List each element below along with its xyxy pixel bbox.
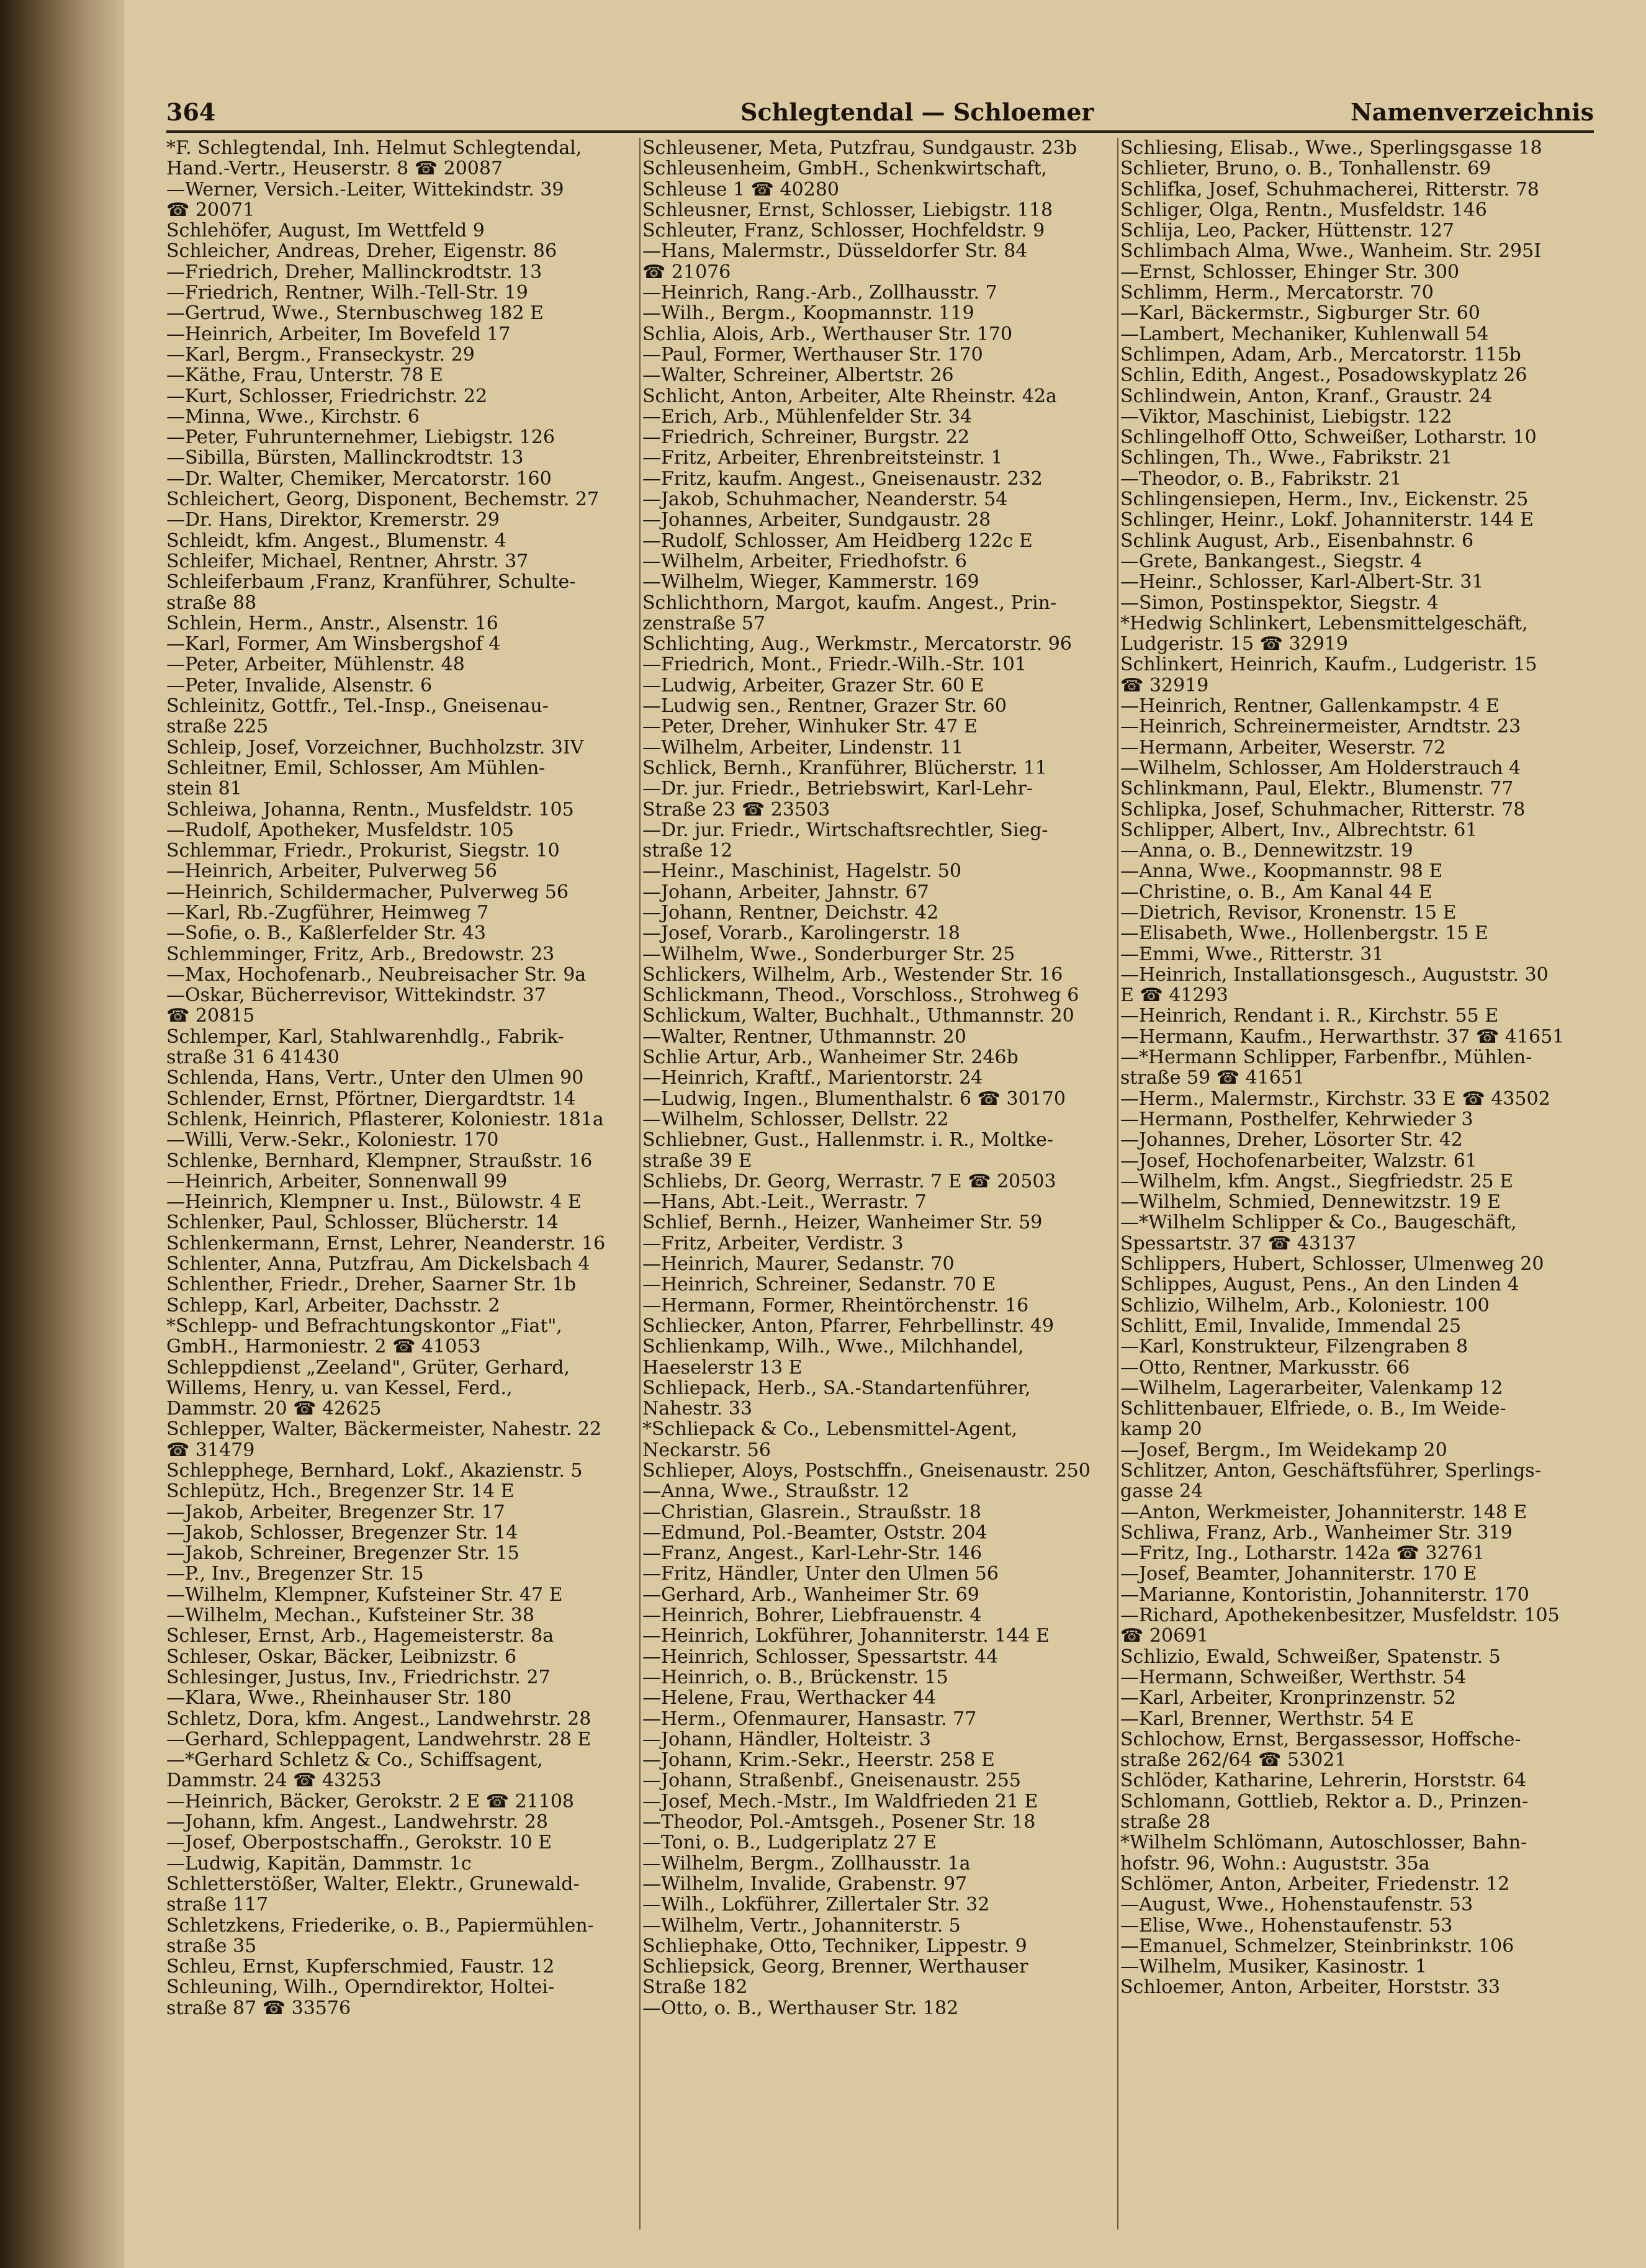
directory-entry-line: —Fritz, Ing., Lotharstr. 142a ☎ 32761 (1120, 1543, 1485, 1564)
running-head: Schlegtendal — Schloemer (740, 98, 1094, 126)
directory-entry-line: Schliesing, Elisab., Wwe., Sperlingsgasse 18 (1120, 138, 1542, 159)
directory-entry-line: Straße 182 (642, 1977, 748, 1998)
directory-entry-line: —Wilhelm, Lagerarbeiter, Valenkamp 12 (1120, 1377, 1503, 1399)
directory-entry-line: —*Wilhelm Schlipper & Co., Baugeschäft, (1120, 1212, 1517, 1233)
directory-entry-line: —Oskar, Bücherrevisor, Wittekindstr. 37 (166, 985, 546, 1006)
directory-entry-line: Schlitzer, Anton, Geschäftsführer, Sperlings- (1120, 1460, 1541, 1482)
directory-entry-line: —Wilhelm, Musiker, Kasinostr. 1 (1120, 1956, 1428, 1978)
directory-entry-line: ☎ 32919 (1120, 675, 1209, 696)
directory-entry-line: —Rudolf, Schlosser, Am Heidberg 122c E (642, 530, 1033, 551)
directory-entry-line: straße 28 (1120, 1812, 1211, 1833)
directory-entry-line: —Fritz, kaufm. Angest., Gneisenaustr. 232 (642, 468, 1043, 490)
directory-entry-line: —August, Wwe., Hohenstaufenstr. 53 (1120, 1894, 1473, 1915)
directory-entry-line: Schlingensiepen, Herm., Inv., Eickenstr. 25 (1120, 489, 1529, 510)
directory-entry-line: —Josef, Oberpostschaffn., Gerokstr. 10 E (166, 1832, 552, 1853)
directory-entry-line: straße 31 6 41430 (166, 1047, 340, 1068)
directory-entry-line: —Heinrich, Installationsgesch., Auguststr. 30 (1120, 964, 1549, 986)
directory-entry-line: —Gerhard, Arb., Wanheimer Str. 69 (642, 1584, 979, 1606)
directory-entry-line: —Walter, Rentner, Uthmannstr. 20 (642, 1026, 966, 1048)
directory-entry-line: Schlittenbauer, Elfriede, o. B., Im Weide- (1120, 1398, 1506, 1420)
directory-entry-line: —Wilhelm, Schlosser, Dellstr. 22 (642, 1109, 949, 1130)
directory-entry-line: straße 12 (642, 840, 733, 862)
directory-entry-line: Schlenke, Bernhard, Klempner, Straußstr. 16 (166, 1150, 593, 1171)
directory-entry-line: —Jakob, Arbeiter, Bregenzer Str. 17 (166, 1501, 505, 1523)
directory-entry-line: —Toni, o. B., Ludgeriplatz 27 E (642, 1832, 937, 1853)
directory-entry-line: Schlenther, Friedr., Dreher, Saarner Str. 1b (166, 1274, 576, 1295)
directory-entry-line: —Edmund, Pol.-Beamter, Oststr. 204 (642, 1522, 987, 1544)
directory-entry-line: —Wilhelm, Bergm., Zollhausstr. 1a (642, 1853, 971, 1874)
directory-entry-line: —Peter, Dreher, Winhuker Str. 47 E (642, 716, 978, 737)
directory-entry-line: Schlia, Alois, Arb., Werthauser Str. 170 (642, 323, 1013, 344)
directory-entry-line: Schlieter, Bruno, o. B., Tonhallenstr. 69 (1120, 158, 1491, 179)
directory-entry-line: Schleusener, Meta, Putzfrau, Sundgaustr. 23b (642, 138, 1077, 159)
directory-entry-line: Schlinkert, Heinrich, Kaufm., Ludgeristr. 15 (1120, 654, 1537, 675)
directory-entry-line: straße 262/64 ☎ 53021 (1120, 1750, 1347, 1771)
directory-entry-line: —Richard, Apothekenbesitzer, Musfeldstr. 105 (1120, 1605, 1560, 1626)
directory-entry-line: straße 35 (166, 1935, 257, 1957)
directory-entry-line: Ludgeristr. 15 ☎ 32919 (1120, 634, 1348, 655)
directory-entry-line: Schlemper, Karl, Stahlwarenhdlg., Fabrik- (166, 1026, 564, 1048)
directory-entry-line: Schlitt, Emil, Invalide, Immendal 25 (1120, 1315, 1462, 1337)
column-divider (639, 138, 641, 2230)
header-rule (166, 130, 1594, 133)
directory-entry-line: Schliebs, Dr. Georg, Werrastr. 7 E ☎ 20503 (642, 1171, 1056, 1192)
directory-entry-line: Schlinkmann, Paul, Elektr., Blumenstr. 77 (1120, 778, 1514, 799)
directory-entry-line: —Wilhelm, Vertr., Johanniterstr. 5 (642, 1915, 961, 1936)
directory-entry-line: —Lambert, Mechaniker, Kuhlenwall 54 (1120, 323, 1489, 344)
book-spine (0, 0, 124, 2268)
directory-entry-line: —Karl, Bäckermstr., Sigburger Str. 60 (1120, 303, 1480, 324)
directory-entry-line: Schleifer, Michael, Rentner, Ahrstr. 37 (166, 551, 529, 572)
directory-entry-line: —Karl, Arbeiter, Kronprinzenstr. 52 (1120, 1688, 1457, 1709)
directory-entry-line: —Otto, Rentner, Markusstr. 66 (1120, 1357, 1410, 1378)
directory-entry-line: —Heinrich, Kraftf., Marientorstr. 24 (642, 1068, 983, 1089)
directory-entry-line: Schlichting, Aug., Werkmstr., Mercatorstr. 96 (642, 634, 1072, 655)
directory-entry-line: Schleicher, Andreas, Dreher, Eigenstr. 86 (166, 241, 557, 262)
directory-entry-line: Schleuter, Franz, Schlosser, Hochfeldstr. 9 (642, 220, 1045, 241)
directory-entry-line: —Friedrich, Dreher, Mallinckrodtstr. 13 (166, 261, 542, 283)
directory-entry-line: —Wilhelm, Schmied, Dennewitzstr. 19 E (1120, 1192, 1501, 1213)
directory-entry-line: —Heinrich, Schlosser, Spessartstr. 44 (642, 1646, 999, 1667)
directory-entry-line: hofstr. 96, Wohn.: Auguststr. 35a (1120, 1853, 1430, 1874)
directory-entry-line: —*Hermann Schlipper, Farbenfbr., Mühlen- (1120, 1047, 1532, 1068)
directory-entry-line: —Dr. Walter, Chemiker, Mercatorstr. 160 (166, 468, 552, 490)
directory-entry-line: —Friedrich, Rentner, Wilh.-Tell-Str. 19 (166, 282, 528, 304)
directory-entry-line: Schleuse 1 ☎ 40280 (642, 179, 839, 200)
directory-entry-line: —Werner, Versich.-Leiter, Wittekindstr. 39 (166, 179, 564, 200)
directory-entry-line: —Gerhard, Schleppagent, Landwehrstr. 28 E (166, 1729, 591, 1750)
directory-entry-line: Schlieper, Aloys, Postschffn., Gneisenaustr. 250 (642, 1460, 1091, 1482)
directory-entry-line: Schleiwa, Johanna, Rentn., Musfeldstr. 105 (166, 799, 574, 820)
directory-entry-line: Schliepack, Herb., SA.-Standartenführer, (642, 1377, 1031, 1399)
directory-entry-line: —Johann, Arbeiter, Jahnstr. 67 (642, 881, 929, 902)
directory-entry-line: —Ludwig sen., Rentner, Grazer Str. 60 (642, 696, 1007, 717)
directory-entry-line: Schlinger, Heinr., Lokf. Johanniterstr. 144 E (1120, 510, 1534, 531)
directory-entry-line: —Peter, Invalide, Alsenstr. 6 (166, 675, 433, 696)
directory-entry-line: —Sofie, o. B., Kaßlerfelder Str. 43 (166, 923, 486, 944)
directory-entry-line: —Christine, o. B., Am Kanal 44 E (1120, 881, 1432, 902)
directory-entry-line: Schlingelhoff Otto, Schweißer, Lotharstr. 10 (1120, 427, 1537, 448)
directory-entry-line: —Johann, Rentner, Deichstr. 42 (642, 902, 939, 924)
directory-entry-line: —Theodor, Pol.-Amtsgeh., Posener Str. 18 (642, 1812, 1036, 1833)
directory-entry-line: Schlija, Leo, Packer, Hüttenstr. 127 (1120, 220, 1455, 241)
directory-entry-line: Schleppdienst „Zeeland", Grüter, Gerhard, (166, 1357, 570, 1378)
directory-entry-line: —Karl, Bergm., Franseckystr. 29 (166, 344, 475, 366)
directory-entry-line: —Heinrich, Rentner, Gallenkampstr. 4 E (1120, 696, 1500, 717)
directory-entry-line: —Hans, Malermstr., Düsseldorfer Str. 84 (642, 241, 1028, 262)
directory-entry-line: Spessartstr. 37 ☎ 43137 (1120, 1233, 1357, 1254)
directory-entry-line: —Wilhelm, Wieger, Kammerstr. 169 (642, 572, 979, 593)
directory-entry-line: Neckarstr. 56 (642, 1439, 771, 1460)
directory-entry-line: Schlepütz, Hch., Bregenzer Str. 14 E (166, 1481, 515, 1502)
page-number: 364 (166, 98, 216, 126)
directory-entry-line: —*Gerhard Schletz & Co., Schiffsagent, (166, 1750, 543, 1771)
directory-entry-line: —Karl, Former, Am Winsbergshof 4 (166, 634, 501, 655)
directory-entry-line: *F. Schlegtendal, Inh. Helmut Schlegtendal, (166, 138, 582, 159)
directory-entry-line: —Heinr., Maschinist, Hagelstr. 50 (642, 861, 961, 882)
directory-entry-line: —Johann, Händler, Holteistr. 3 (642, 1729, 931, 1750)
directory-entry-line: —Heinrich, Lokführer, Johanniterstr. 144 E (642, 1626, 1050, 1647)
directory-entry-line: Schleitner, Emil, Schlosser, Am Mühlen- (166, 757, 546, 779)
directory-entry-line: —Heinrich, Rendant i. R., Kirchstr. 55 E (1120, 1006, 1499, 1027)
directory-entry-line: Schlie Artur, Arb., Wanheimer Str. 246b (642, 1047, 1019, 1068)
directory-entry-line: —Simon, Postinspektor, Siegstr. 4 (1120, 592, 1439, 613)
directory-entry-line: straße 225 (166, 716, 269, 737)
directory-entry-line: ☎ 21076 (642, 261, 731, 283)
directory-entry-line: straße 59 ☎ 41651 (1120, 1068, 1305, 1089)
directory-entry-line: —Wilhelm, Invalide, Grabenstr. 97 (642, 1873, 968, 1895)
directory-entry-line: —Gertrud, Wwe., Sternbuschweg 182 E (166, 303, 544, 324)
directory-entry-line: —Heinr., Schlosser, Karl-Albert-Str. 31 (1120, 572, 1484, 593)
directory-entry-line: Schlepp, Karl, Arbeiter, Dachsstr. 2 (166, 1295, 500, 1316)
directory-entry-line: Schlipka, Josef, Schuhmacher, Ritterstr. 78 (1120, 799, 1526, 820)
directory-entry-line: Schliephake, Otto, Techniker, Lippestr. 9 (642, 1935, 1027, 1957)
directory-entry-line: Schlizio, Wilhelm, Arb., Koloniestr. 100 (1120, 1295, 1490, 1316)
directory-entry-line: Schleip, Josef, Vorzeichner, Buchholzstr. 3IV (166, 737, 584, 758)
directory-entry-line: —Josef, Beamter, Johanniterstr. 170 E (1120, 1564, 1477, 1585)
directory-entry-line: Schleuning, Wilh., Operndirektor, Holtei- (166, 1977, 555, 1998)
directory-entry-line: *Wilhelm Schlömann, Autoschlosser, Bahn- (1120, 1832, 1527, 1853)
directory-entry-line: —Wilh., Lokführer, Zillertaler Str. 32 (642, 1894, 990, 1915)
directory-entry-line: Schleichert, Georg, Disponent, Bechemstr. 27 (166, 489, 600, 510)
directory-entry-line: —Helene, Frau, Werthacker 44 (642, 1688, 937, 1709)
directory-entry-line: —Hans, Abt.-Leit., Werrastr. 7 (642, 1192, 927, 1213)
directory-entry-line: —Walter, Schreiner, Albertstr. 26 (642, 365, 954, 386)
directory-entry-line: Schliebner, Gust., Hallenmstr. i. R., Moltke- (642, 1130, 1054, 1151)
directory-entry-line: Haeselerstr 13 E (642, 1357, 803, 1378)
directory-entry-line: —Heinrich, Rang.-Arb., Zollhausstr. 7 (642, 282, 997, 304)
directory-entry-line: Schlenk, Heinrich, Pflasterer, Koloniestr. 181a (166, 1109, 604, 1130)
directory-entry-line: —Hermann, Schweißer, Werthstr. 54 (1120, 1667, 1467, 1688)
directory-entry-line: —Johannes, Dreher, Lösorter Str. 42 (1120, 1130, 1463, 1151)
directory-entry-line: —Heinrich, Klempner u. Inst., Bülowstr. 4 E (166, 1192, 582, 1213)
directory-entry-line: —Karl, Brenner, Werthstr. 54 E (1120, 1708, 1414, 1729)
directory-entry-line: Schlick, Bernh., Kranführer, Blücherstr. 11 (642, 757, 1048, 779)
directory-entry-line: —Hermann, Former, Rheintörchenstr. 16 (642, 1295, 1029, 1316)
directory-entry-line: —Heinrich, Bohrer, Liebfrauenstr. 4 (642, 1605, 982, 1626)
directory-entry-line: —Wilh., Bergm., Koopmannstr. 119 (642, 303, 974, 324)
directory-entry-line: —Jakob, Schreiner, Bregenzer Str. 15 (166, 1543, 519, 1564)
directory-entry-line: *Hedwig Schlinkert, Lebensmittelgeschäft, (1120, 613, 1528, 634)
directory-entry-line: Dammstr. 24 ☎ 43253 (166, 1770, 382, 1791)
directory-entry-line: —Elise, Wwe., Hohenstaufenstr. 53 (1120, 1915, 1453, 1936)
directory-entry-line: Schlehöfer, August, Im Wettfeld 9 (166, 220, 485, 241)
directory-entry-line: —Kurt, Schlosser, Friedrichstr. 22 (166, 385, 488, 407)
directory-entry-line: —Jakob, Schuhmacher, Neanderstr. 54 (642, 489, 1008, 510)
directory-entry-line: —Dr. Hans, Direktor, Kremerstr. 29 (166, 510, 500, 531)
directory-entry-line: Schlöder, Katharine, Lehrerin, Horststr. 64 (1120, 1770, 1527, 1791)
directory-entry-line: —Dietrich, Revisor, Kronenstr. 15 E (1120, 902, 1457, 924)
directory-entry-line: Schlink August, Arb., Eisenbahnstr. 6 (1120, 530, 1474, 551)
directory-entry-line: ☎ 20691 (1120, 1626, 1209, 1647)
directory-entry-line: —Karl, Rb.-Zugführer, Heimweg 7 (166, 902, 489, 924)
directory-entry-line: —Christian, Glasrein., Straußstr. 18 (642, 1501, 981, 1523)
directory-entry-line: —Ludwig, Arbeiter, Grazer Str. 60 E (642, 675, 984, 696)
directory-entry-line: Schlipper, Albert, Inv., Albrechtstr. 61 (1120, 819, 1478, 841)
directory-entry-line: Schlenter, Anna, Putzfrau, Am Dickelsbach 4 (166, 1254, 590, 1275)
directory-entry-line: —Fritz, Arbeiter, Verdistr. 3 (642, 1233, 904, 1254)
directory-entry-line: —Johann, kfm. Angest., Landwehrstr. 28 (166, 1812, 548, 1833)
directory-entry-line: Schlizio, Ewald, Schweißer, Spatenstr. 5 (1120, 1646, 1501, 1667)
directory-entry-line: —Peter, Arbeiter, Mühlenstr. 48 (166, 654, 465, 675)
directory-entry-line: —Rudolf, Apotheker, Musfeldstr. 105 (166, 819, 514, 841)
directory-entry-line: —Elisabeth, Wwe., Hollenbergstr. 15 E (1120, 923, 1488, 944)
directory-entry-line: —Ludwig, Ingen., Blumenthalstr. 6 ☎ 30170 (642, 1088, 1066, 1109)
directory-entry-line: —Josef, Hochofenarbeiter, Walzstr. 61 (1120, 1150, 1477, 1171)
directory-entry-line: —Heinrich, Schildermacher, Pulverweg 56 (166, 881, 569, 902)
directory-entry-line: Schlippes, August, Pens., An den Linden 4 (1120, 1274, 1519, 1295)
directory-entry-line: —Heinrich, Arbeiter, Sonnenwall 99 (166, 1171, 508, 1192)
directory-entry-line: ☎ 20071 (166, 199, 255, 221)
directory-entry-line: Schlief, Bernh., Heizer, Wanheimer Str. 59 (642, 1212, 1043, 1233)
directory-entry-line: —Viktor, Maschinist, Liebigstr. 122 (1120, 406, 1452, 428)
directory-entry-line: Schloemer, Anton, Arbeiter, Horststr. 33 (1120, 1977, 1501, 1998)
directory-entry-line: Schlepphege, Bernhard, Lokf., Akazienstr. 5 (166, 1460, 583, 1482)
directory-entry-line: —Ernst, Schlosser, Ehinger Str. 300 (1120, 261, 1460, 283)
directory-entry-line: E ☎ 41293 (1120, 985, 1228, 1006)
directory-entry-line: Willems, Henry, u. van Kessel, Ferd., (166, 1377, 513, 1399)
directory-entry-line: Schlichthorn, Margot, kaufm. Angest., Prin- (642, 592, 1057, 613)
directory-entry-line: —Fritz, Arbeiter, Ehrenbreitsteinstr. 1 (642, 448, 1003, 469)
directory-entry-line: —Peter, Fuhrunternehmer, Liebigstr. 126 (166, 427, 555, 448)
directory-entry-line: GmbH., Harmoniestr. 2 ☎ 41053 (166, 1336, 481, 1357)
directory-entry-line: Schlindwein, Anton, Kranf., Graustr. 24 (1120, 385, 1493, 407)
directory-entry-line: Schlein, Herm., Anstr., Alsenstr. 16 (166, 613, 498, 634)
directory-column-2 (642, 138, 1114, 2248)
directory-entry-line: Schleser, Ernst, Arb., Hagemeisterstr. 8a (166, 1626, 554, 1647)
directory-entry-line: Schlingen, Th., Wwe., Fabrikstr. 21 (1120, 448, 1453, 469)
page-header (166, 98, 1594, 135)
directory-entry-line: ☎ 31479 (166, 1439, 255, 1460)
directory-entry-line: straße 39 E (642, 1150, 752, 1171)
directory-entry-line: —Dr. jur. Friedr., Betriebswirt, Karl-Lehr- (642, 778, 1033, 799)
directory-entry-line: —Josef, Mech.-Mstr., Im Waldfrieden 21 E (642, 1791, 1038, 1812)
directory-entry-line: Schlepper, Walter, Bäckermeister, Nahestr. 22 (166, 1419, 602, 1440)
directory-entry-line: Schlenker, Paul, Schlosser, Blücherstr. 14 (166, 1212, 559, 1233)
directory-entry-line: Schlickmann, Theod., Vorschloss., Strohweg 6 (642, 985, 1079, 1006)
directory-entry-line: —Minna, Wwe., Kirchstr. 6 (166, 406, 420, 428)
directory-entry-line: —Johann, Krim.-Sekr., Heerstr. 258 E (642, 1750, 995, 1771)
directory-entry-line: —Johann, Straßenbf., Gneisenaustr. 255 (642, 1770, 1021, 1791)
directory-entry-line: *Schlepp- und Befrachtungskontor „Fiat", (166, 1315, 562, 1337)
directory-entry-line: —Heinrich, Schreinermeister, Arndtstr. 23 (1120, 716, 1521, 737)
directory-entry-line: Schleiferbaum ,Franz, Kranführer, Schulte- (166, 572, 576, 593)
directory-entry-line: —Käthe, Frau, Unterstr. 78 E (166, 365, 443, 386)
directory-entry-line: —Herm., Malermstr., Kirchstr. 33 E ☎ 43502 (1120, 1088, 1550, 1109)
directory-entry-line: Schlimm, Herm., Mercatorstr. 70 (1120, 282, 1434, 304)
directory-entry-line: —Anna, Wwe., Koopmannstr. 98 E (1120, 861, 1443, 882)
directory-entry-line: —Franz, Angest., Karl-Lehr-Str. 146 (642, 1543, 983, 1564)
directory-entry-line: —Wilhelm, Klempner, Kufsteiner Str. 47 E (166, 1584, 563, 1606)
directory-entry-line: —Hermann, Arbeiter, Weserstr. 72 (1120, 737, 1446, 758)
directory-entry-line: —Josef, Vorarb., Karolingerstr. 18 (642, 923, 960, 944)
directory-entry-line: —Paul, Former, Werthauser Str. 170 (642, 344, 983, 366)
directory-column-1 (166, 138, 638, 2248)
directory-entry-line: —Klara, Wwe., Rheinhauser Str. 180 (166, 1688, 512, 1709)
directory-entry-line: Schlienkamp, Wilh., Wwe., Milchhandel, (642, 1336, 1024, 1357)
section-title: Namenverzeichnis (1350, 98, 1594, 126)
directory-entry-line: Schliwa, Franz, Arb., Wanheimer Str. 319 (1120, 1522, 1513, 1544)
directory-entry-line: —Wilhelm, Arbeiter, Lindenstr. 11 (642, 737, 964, 758)
directory-entry-line: Schleidt, kfm. Angest., Blumenstr. 4 (166, 530, 506, 551)
directory-entry-line: straße 117 (166, 1894, 269, 1915)
directory-entry-line: zenstraße 57 (642, 613, 766, 634)
directory-entry-line: Schlifka, Josef, Schuhmacherei, Ritterstr. 78 (1120, 179, 1539, 200)
directory-entry-line: straße 87 ☎ 33576 (166, 1997, 351, 2019)
directory-entry-line: Schlippers, Hubert, Schlosser, Ulmenweg 20 (1120, 1254, 1544, 1275)
directory-entry-line: —Heinrich, o. B., Brückenstr. 15 (642, 1667, 948, 1688)
directory-entry-line: —Johannes, Arbeiter, Sundgaustr. 28 (642, 510, 991, 531)
directory-entry-line: —Heinrich, Arbeiter, Im Bovefeld 17 (166, 323, 511, 344)
directory-entry-line: —Wilhelm, Schlosser, Am Holderstrauch 4 (1120, 757, 1521, 779)
directory-entry-line: Schlimpen, Adam, Arb., Mercatorstr. 115b (1120, 344, 1521, 366)
directory-entry-line: —Emmi, Wwe., Ritterstr. 31 (1120, 943, 1384, 965)
directory-entry-line: —Anton, Werkmeister, Johanniterstr. 148 E (1120, 1501, 1527, 1523)
directory-entry-line: gasse 24 (1120, 1481, 1203, 1502)
directory-entry-line: —Wilhelm, Mechan., Kufsteiner Str. 38 (166, 1605, 534, 1626)
directory-entry-line: Schleu, Ernst, Kupferschmied, Faustr. 12 (166, 1956, 555, 1978)
directory-entry-line: kamp 20 (1120, 1419, 1202, 1440)
directory-entry-line: —Theodor, o. B., Fabrikstr. 21 (1120, 468, 1402, 490)
column-divider (1117, 138, 1118, 2230)
directory-entry-line: —P., Inv., Bregenzer Str. 15 (166, 1564, 424, 1585)
directory-entry-line: —Wilhelm, Arbeiter, Friedhofstr. 6 (642, 551, 968, 572)
directory-entry-line: —Heinrich, Maurer, Sedanstr. 70 (642, 1254, 955, 1275)
directory-entry-line: —Otto, o. B., Werthauser Str. 182 (642, 1997, 959, 2019)
directory-entry-line: —Marianne, Kontoristin, Johanniterstr. 170 (1120, 1584, 1529, 1606)
directory-entry-line: —Fritz, Händler, Unter den Ulmen 56 (642, 1564, 999, 1585)
directory-entry-line: Schlenda, Hans, Vertr., Unter den Ulmen 90 (166, 1068, 584, 1089)
directory-entry-line: —Heinrich, Arbeiter, Pulverweg 56 (166, 861, 497, 882)
directory-entry-line: Schlemminger, Fritz, Arb., Bredowstr. 23 (166, 943, 555, 965)
directory-entry-line: Schliecker, Anton, Pfarrer, Fehrbellinstr. 49 (642, 1315, 1055, 1337)
directory-entry-line: —Friedrich, Schreiner, Burgstr. 22 (642, 427, 970, 448)
directory-entry-line: —Anna, o. B., Dennewitzstr. 19 (1120, 840, 1413, 862)
directory-entry-line: Schlimbach Alma, Wwe., Wanheim. Str. 295I (1120, 241, 1542, 262)
directory-entry-line: Nahestr. 33 (642, 1398, 752, 1420)
directory-entry-line: —Hermann, Posthelfer, Kehrwieder 3 (1120, 1109, 1473, 1130)
directory-entry-line: Schliepsick, Georg, Brenner, Werthauser (642, 1956, 1028, 1978)
directory-entry-line: Schlesinger, Justus, Inv., Friedrichstr. 27 (166, 1667, 551, 1688)
directory-entry-line: Schleusner, Ernst, Schlosser, Liebigstr. 118 (642, 199, 1053, 221)
directory-entry-line: —Max, Hochofenarb., Neubreisacher Str. 9a (166, 964, 587, 986)
directory-entry-line: *Schliepack & Co., Lebensmittel-Agent, (642, 1419, 1018, 1440)
directory-entry-line: Schlochow, Ernst, Bergassessor, Hoffsche- (1120, 1729, 1521, 1750)
directory-entry-line: —Hermann, Kaufm., Herwarthstr. 37 ☎ 41651 (1120, 1026, 1565, 1048)
directory-entry-line: Schlicht, Anton, Arbeiter, Alte Rheinstr. 42a (642, 385, 1057, 407)
directory-entry-line: Schlomann, Gottlieb, Rektor a. D., Prinzen- (1120, 1791, 1529, 1812)
directory-entry-line: Schlemmar, Friedr., Prokurist, Siegstr. 10 (166, 840, 560, 862)
directory-entry-line: —Willi, Verw.-Sekr., Koloniestr. 170 (166, 1130, 499, 1151)
directory-entry-line: ☎ 20815 (166, 1006, 255, 1027)
directory-entry-line: Schlickers, Wilhelm, Arb., Westender Str. 16 (642, 964, 1063, 986)
directory-entry-line: —Jakob, Schlosser, Bregenzer Str. 14 (166, 1522, 518, 1544)
directory-entry-line: —Herm., Ofenmaurer, Hansastr. 77 (642, 1708, 977, 1729)
directory-entry-line: straße 88 (166, 592, 257, 613)
directory-entry-line: Schletterstößer, Walter, Elektr., Grunewald- (166, 1873, 580, 1895)
directory-entry-line: Schleusenheim, GmbH., Schenkwirtschaft, (642, 158, 1048, 179)
directory-entry-line: —Dr. jur. Friedr., Wirtschaftsrechtler, Sieg- (642, 819, 1048, 841)
directory-entry-line: —Heinrich, Schreiner, Sedanstr. 70 E (642, 1274, 996, 1295)
directory-entry-line: Schleser, Oskar, Bäcker, Leibnizstr. 6 (166, 1646, 517, 1667)
directory-entry-line: Schleinitz, Gottfr., Tel.-Insp., Gneisenau- (166, 696, 549, 717)
directory-entry-line: Straße 23 ☎ 23503 (642, 799, 830, 820)
directory-entry-line: Schlenkermann, Ernst, Lehrer, Neanderstr. 16 (166, 1233, 606, 1254)
directory-entry-line: —Erich, Arb., Mühlenfelder Str. 34 (642, 406, 973, 428)
directory-entry-line: —Grete, Bankangest., Siegstr. 4 (1120, 551, 1423, 572)
directory-entry-line: —Ludwig, Kapitän, Dammstr. 1c (166, 1853, 472, 1874)
directory-entry-line: Hand.-Vertr., Heuserstr. 8 ☎ 20087 (166, 158, 503, 179)
directory-entry-line: stein 81 (166, 778, 242, 799)
directory-entry-line: —Wilhelm, kfm. Angst., Siegfriedstr. 25 E (1120, 1171, 1514, 1192)
directory-entry-line: Schletzkens, Friederike, o. B., Papiermühlen- (166, 1915, 594, 1936)
directory-entry-line: Schletz, Dora, kfm. Angest., Landwehrstr. 28 (166, 1708, 591, 1729)
directory-entry-line: Schlömer, Anton, Arbeiter, Friedenstr. 12 (1120, 1873, 1510, 1895)
directory-entry-line: —Emanuel, Schmelzer, Steinbrinkstr. 106 (1120, 1935, 1514, 1957)
directory-entry-line: —Anna, Wwe., Straußstr. 12 (642, 1481, 910, 1502)
directory-entry-line: —Josef, Bergm., Im Weidekamp 20 (1120, 1439, 1447, 1460)
directory-entry-line: Schliger, Olga, Rentn., Musfeldstr. 146 (1120, 199, 1487, 221)
directory-column-3 (1120, 138, 1592, 2248)
directory-entry-line: —Wilhelm, Wwe., Sonderburger Str. 25 (642, 943, 1015, 965)
directory-entry-line: Dammstr. 20 ☎ 42625 (166, 1398, 382, 1420)
directory-entry-line: —Heinrich, Bäcker, Gerokstr. 2 E ☎ 21108 (166, 1791, 575, 1812)
directory-entry-line: —Sibilla, Bürsten, Mallinckrodtstr. 13 (166, 448, 524, 469)
directory-entry-line: Schlickum, Walter, Buchhalt., Uthmannstr. 20 (642, 1006, 1074, 1027)
directory-entry-line: —Karl, Konstrukteur, Filzengraben 8 (1120, 1336, 1468, 1357)
directory-entry-line: —Friedrich, Mont., Friedr.-Wilh.-Str. 101 (642, 654, 1027, 675)
directory-entry-line: Schlender, Ernst, Pförtner, Diergardtstr. 14 (166, 1088, 576, 1109)
directory-entry-line: Schlin, Edith, Angest., Posadowskyplatz 26 (1120, 365, 1527, 386)
